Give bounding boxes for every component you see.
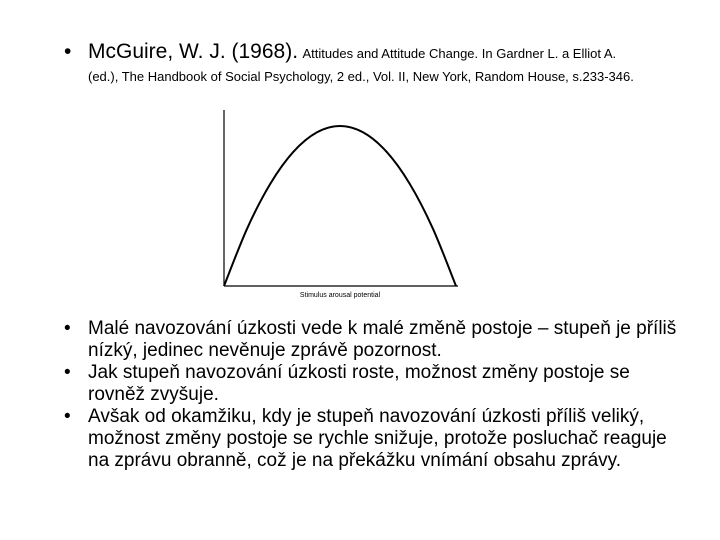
chart-svg — [200, 108, 480, 303]
bullet-marker: • — [64, 40, 72, 63]
inverted-u-curve — [224, 126, 456, 286]
bullet-marker: • — [64, 318, 71, 339]
list-item-text: Jak stupeň navozování úzkosti roste, možnost změny postoje se rovněž zvyšuje. — [88, 362, 630, 405]
citation-title: Attitudes and Attitude Change. In Gardner L. a Elliot A. — [302, 46, 617, 61]
list-item — [64, 318, 684, 362]
citation-author-year: McGuire, W. J. (1968). — [88, 40, 299, 63]
citation-continuation: (ed.), The Handbook of Social Psychology, 2 ed., Vol. II, New York, Random House, s.233-346. — [88, 69, 634, 84]
list-item — [64, 362, 684, 406]
x-axis-label: Stimulus arousal potential — [299, 292, 381, 299]
list-item-text: Malé navozování úzkosti vede k malé změně postoje – stupeň je příliš nízký, jedinec nevěnuje zprávě pozornost. — [88, 318, 677, 361]
key-points-list — [64, 318, 684, 472]
citation-first-line — [88, 40, 616, 64]
list-item-text: Avšak od okamžiku, kdy je stupeň navozování úzkosti příliš veliký, možnost změny postoje se rychle snižuje, protože posluchač reaguje na zprávu obranně, což je na překážku vnímání obsahu zprávy. — [88, 406, 667, 471]
list-item — [64, 406, 684, 472]
bullet-marker: • — [64, 406, 71, 427]
bullet-marker: • — [64, 362, 71, 383]
arousal-curve-figure — [200, 108, 480, 303]
